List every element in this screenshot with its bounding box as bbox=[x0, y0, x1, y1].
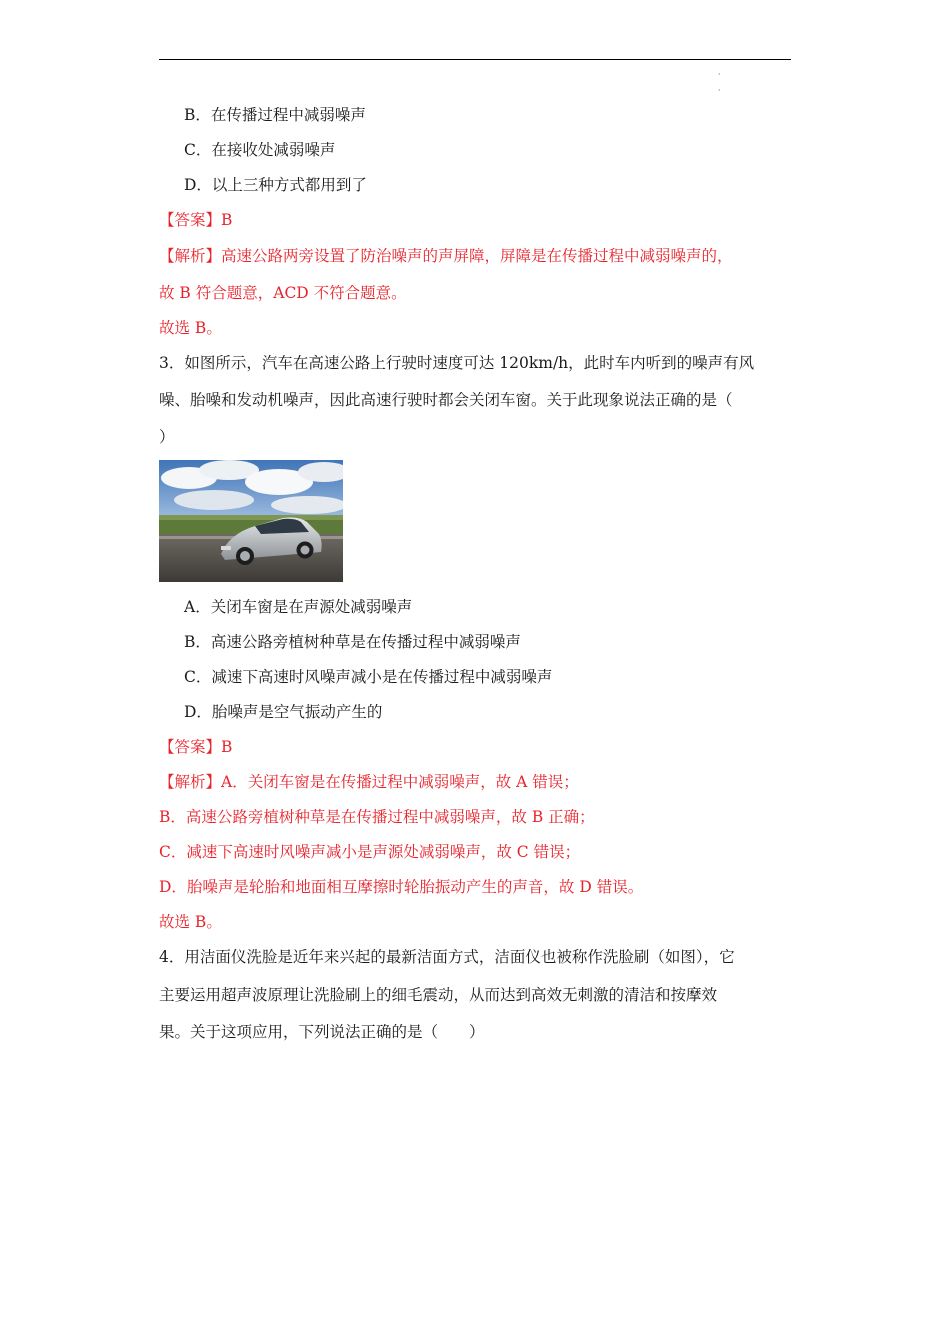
option-d: D．以上三种方式都用到了 bbox=[184, 176, 367, 194]
analysis-text: 【解析】A．关闭车窗是在传播过程中减弱噪声，故 A 错误； bbox=[159, 773, 579, 791]
analysis-text: D．胎噪声是轮胎和地面相互摩擦时轮胎振动产生的声音，故 D 错误。 bbox=[159, 878, 644, 896]
question-stem: 4．用洁面仪洗脸是近年来兴起的最新洁面方式，洁面仪也被称作洗脸刷（如图），它 bbox=[159, 948, 735, 966]
car-on-highway-photo bbox=[159, 460, 343, 582]
option-b: B．在传播过程中减弱噪声 bbox=[184, 106, 366, 124]
option-b: B．高速公路旁植树种草是在传播过程中减弱噪声 bbox=[184, 633, 521, 651]
option-d: D．胎噪声是空气振动产生的 bbox=[184, 703, 383, 721]
question-stem: 噪、胎噪和发动机噪声，因此高速行驶时都会关闭车窗。关于此现象说法正确的是（ bbox=[159, 391, 733, 409]
question-stem: 果。关于这项应用，下列说法正确的是（ ） bbox=[159, 1023, 485, 1041]
option-a: A．关闭车窗是在声源处减弱噪声 bbox=[184, 598, 413, 616]
question-stem: ） bbox=[159, 428, 175, 446]
analysis-text: 故 B 符合题意，ACD 不符合题意。 bbox=[159, 284, 407, 302]
header-mark: · bbox=[718, 86, 721, 95]
analysis-text: C．减速下高速时风噪声减小是声源处减弱噪声，故 C 错误； bbox=[159, 843, 581, 861]
conclusion-text: 故选 B。 bbox=[159, 913, 222, 931]
answer-label: 【答案】B bbox=[159, 211, 233, 229]
option-c: C．在接收处减弱噪声 bbox=[184, 141, 336, 159]
option-c: C．减速下高速时风噪声减小是在传播过程中减弱噪声 bbox=[184, 668, 553, 686]
analysis-text: 【解析】高速公路两旁设置了防治噪声的声屏障，屏障是在传播过程中减弱噪声的， bbox=[159, 247, 733, 265]
conclusion-text: 故选 B。 bbox=[159, 319, 222, 337]
analysis-text: B．高速公路旁植树种草是在传播过程中减弱噪声，故 B 正确； bbox=[159, 808, 595, 826]
question-stem: 3．如图所示，汽车在高速公路上行驶时速度可达 120km/h，此时车内听到的噪声有风 bbox=[159, 354, 755, 372]
answer-label: 【答案】B bbox=[159, 738, 233, 756]
header-rule bbox=[159, 59, 791, 60]
question-stem: 主要运用超声波原理让洗脸刷上的细毛震动，从而达到高效无刺激的清洁和按摩效 bbox=[159, 986, 718, 1004]
header-mark: · bbox=[718, 70, 721, 79]
